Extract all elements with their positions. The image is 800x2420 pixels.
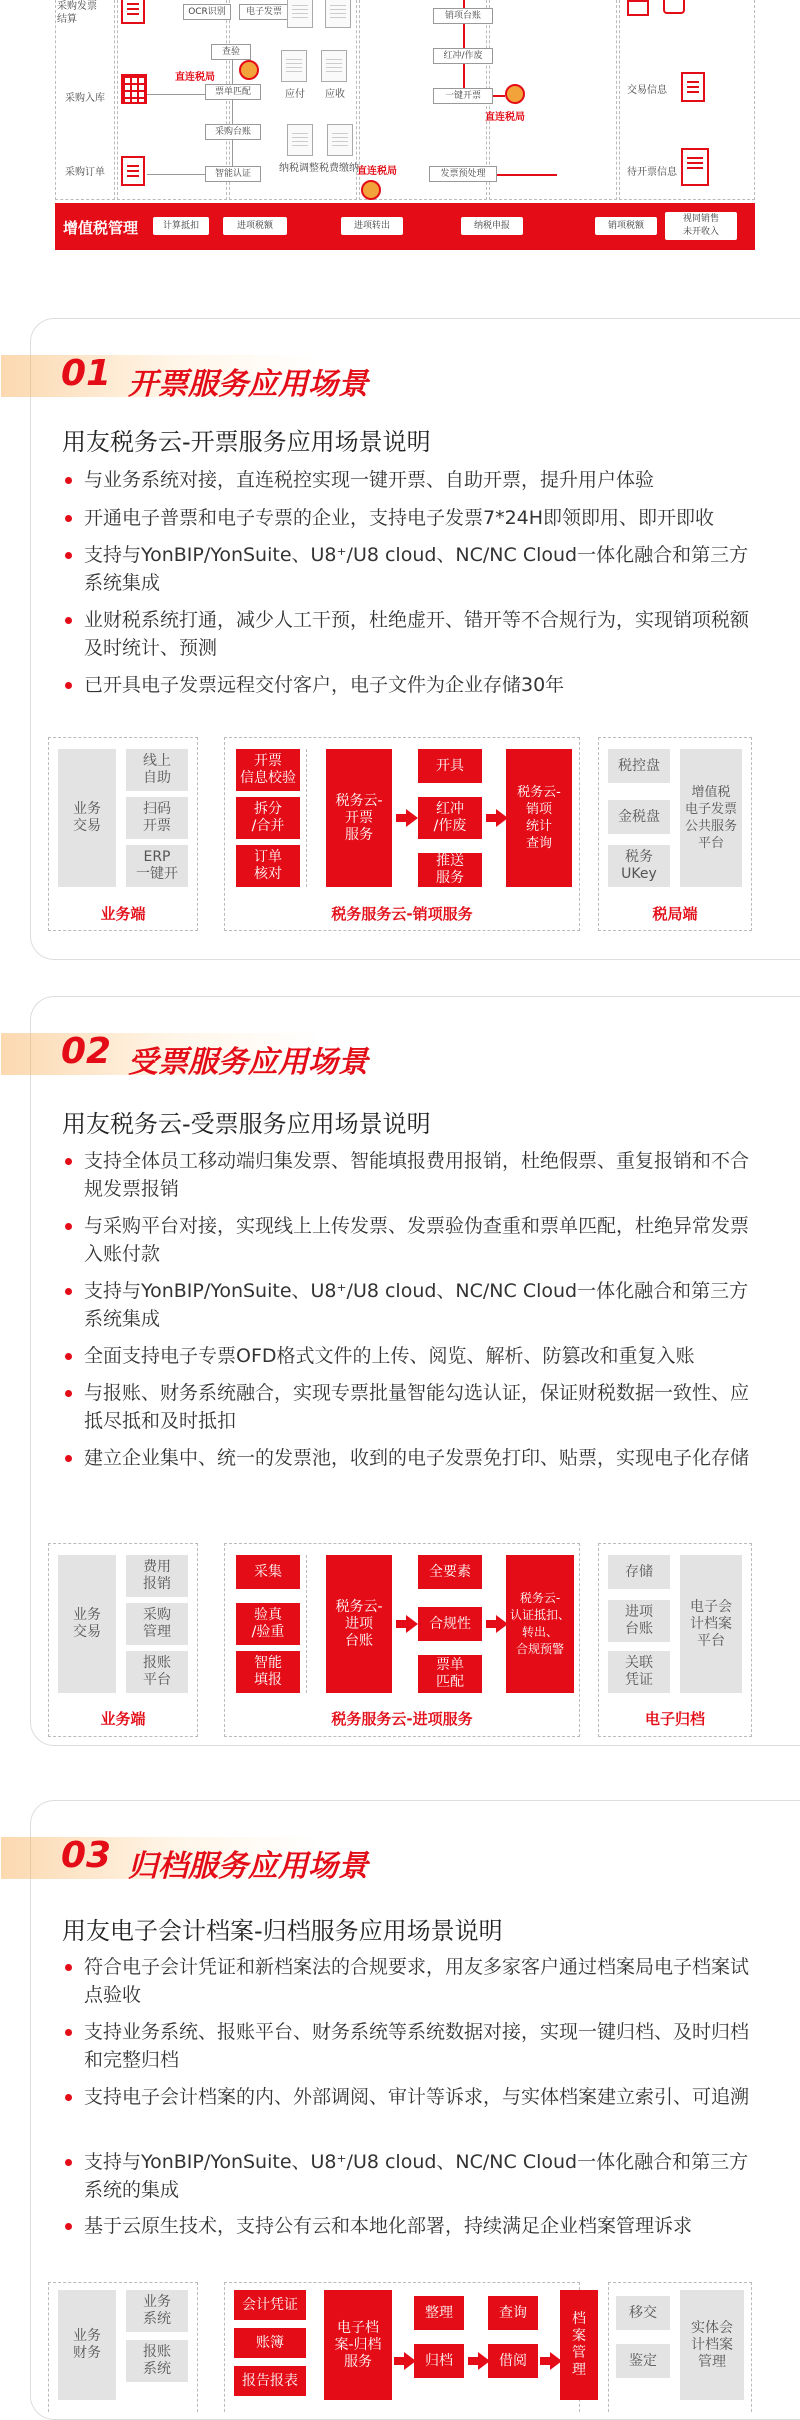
box-borrow: 借阅 [488,2344,538,2378]
box-sales-stats: 税务云- 销项 统计 查询 [506,749,572,887]
document-icon [121,0,145,24]
group-label: 税务服务云-进项服务 [331,1710,473,1728]
box-tax-disk: 税控盘 [608,749,670,783]
box-purchase-mgmt: 采购 管理 [126,1603,188,1645]
label-purchase-order: 采购订单 [65,167,105,178]
group-label: 业务端 [100,1710,146,1728]
box-auth-deduct: 税务云- 认证抵扣、 转出、 合规预警 [506,1555,574,1693]
bullet-item: 已开具电子发票远程交付客户，电子文件为企业存储30年 [62,671,752,699]
box-invoice-process: 发票预处理 [429,166,497,182]
box-books: 账簿 [234,2328,306,2358]
checklist-icon [121,156,145,186]
arrow-right-icon [406,1615,418,1633]
group-label: 税务服务云-销项服务 [331,905,473,923]
connector [232,100,233,124]
tax-seal-icon [239,60,259,80]
bar-item-deemed: 视同销售 未开收入 [665,212,737,240]
box-storage: 存储 [608,1555,670,1589]
section-header [1,1835,401,1884]
section-subtitle: 用友税务云-受票服务应用场景说明 [62,1110,431,1138]
section-header [1,1031,401,1080]
vat-management-bar [55,203,755,250]
bullet-item: 与报账、财务系统融合，实现专票批量智能勾选认证，保证财税数据一致性、应抵尽抵和及时抵扣 [62,1379,752,1435]
box-collect: 采集 [236,1555,300,1589]
grid-icon [121,74,147,104]
bullet-item: 支持与YonBIP/YonSuite、U8⁺/U8 cloud、NC/NC Cloud一体化融合和第三方系统集成 [62,541,752,597]
box-query: 查询 [488,2296,538,2330]
box-input-ledger-2: 进项 台账 [608,1600,670,1642]
box-ukey: 税务 UKey [608,845,670,887]
box-one-click: 一键开票 [433,88,493,104]
box-gold-disk: 金税盘 [608,800,670,834]
receivable-document-icon [325,0,351,28]
section-number: 01 [61,353,112,394]
box-info-check: 开票 信息校验 [236,749,300,791]
connector [493,95,505,97]
box-all-elements: 全要素 [418,1555,482,1589]
shop-icon [627,0,649,16]
connector [232,60,233,84]
section-subtitle: 用友电子会计档案-归档服务应用场景说明 [62,1917,503,1945]
tax-seal-icon [361,180,381,200]
box-invoice-service: 税务云- 开票 服务 [326,749,392,887]
label-receivable: 应收 [325,89,345,100]
label-trade-info: 交易信息 [627,85,667,96]
connector [463,64,465,88]
box-order-check: 订单 核对 [236,845,300,887]
box-red-void: 红冲 /作废 [418,797,482,839]
label-pending: 待开票信息 [627,167,677,178]
box-business-trade: 业务 交易 [58,1555,116,1693]
section-header [1,353,401,402]
box-doc-match: 票单 匹配 [418,1655,482,1693]
box-smart-fill: 智能 填报 [236,1651,300,1693]
box-scan-invoice: 扫码 开票 [126,797,188,839]
vat-bar-title: 增值税管理 [63,219,139,237]
tax-deduct-icon [327,124,353,156]
box-ocr: OCR识别 [183,4,231,20]
box-input-ledger: 税务云- 进项 台账 [326,1555,392,1693]
box-public-platform: 增值税 电子发票 公共服务 平台 [680,749,742,887]
connector [463,24,465,48]
bullet-item: 符合电子会计凭证和新档案法的合规要求，用友多家客户通过档案局电子档案试点验收 [62,1953,752,2009]
trade-doc-icon [681,72,705,102]
box-report-platform: 报账 平台 [126,1651,188,1693]
group-label: 电子归档 [644,1710,705,1728]
box-auth: 智能认证 [205,166,261,182]
box-file: 归档 [414,2344,464,2378]
box-expense: 费用 报销 [126,1555,188,1597]
box-archive-mgmt: 档 案 管 理 [560,2290,598,2400]
box-archive-platform: 电子会 计档案 平台 [680,1555,742,1693]
box-sales-ledger: 销项台账 [433,8,493,24]
section-number: 02 [61,1031,112,1072]
arrow-right-icon [406,809,418,827]
label-tax-adjust: 纳税调整 [279,163,319,174]
label-payable: 应付 [285,89,305,100]
section-title: 归档服务应用场景 [128,1849,368,1884]
box-linked-voucher: 关联 凭证 [608,1651,670,1693]
box-reports: 报告报表 [234,2366,306,2396]
box-biz-system: 业务 系统 [126,2290,188,2332]
pending-doc-icon [681,148,709,186]
box-voucher: 会计凭证 [234,2290,306,2320]
box-push-service: 推送 服务 [418,853,482,887]
label-direct-tax: 直连税局 [175,72,215,83]
label-direct-tax-2: 直连税局 [357,166,397,177]
bullet-item: 支持与YonBIP/YonSuite、U8⁺/U8 cloud、NC/NC Cloud一体化融合和第三方系统集成 [62,1277,752,1333]
connector [147,94,205,95]
bullet-item: 与业务系统对接，直连税控实现一键开票、自助开票，提升用户体验 [62,466,752,494]
box-issue: 开具 [418,749,482,783]
group-label: 税局端 [652,905,698,923]
bullet-item: 业财税系统打通，减少人工干预，杜绝虚开、错开等不合规行为，实现销项税额及时统计、预测 [62,606,752,662]
box-appraise: 鉴定 [616,2344,670,2378]
bar-item-input-tax: 进项税额 [223,217,287,235]
box-business-trade: 业务 交易 [58,749,116,887]
bullet-item: 与采购平台对接，实现线上上传发票、发票验伪查重和票单匹配，杜绝异常发票入账付款 [62,1212,752,1268]
bar-item-calc: 计算抵扣 [153,217,209,235]
connector [497,174,557,176]
box-split-merge: 拆分 /合并 [236,797,300,839]
bullet-item: 基于云原生技术，支持公有云和本地化部署，持续满足企业档案管理诉求 [62,2212,752,2240]
label-purchase-in: 采购入库 [65,93,105,104]
divider [306,1555,307,1693]
section-subtitle: 用友税务云-开票服务应用场景说明 [62,428,431,456]
label-tax-deduct: 税费缴纳 [319,163,359,174]
bullet-item: 开通电子普票和电子专票的企业，支持电子发票7*24H即领即用、即开即收 [62,504,752,532]
box-erp-oneclick: ERP 一键开 [126,845,188,887]
box-verify-dedupe: 验真 /验重 [236,1603,300,1645]
bullet-item: 建立企业集中、统一的发票池，收到的电子发票免打印、贴票，实现电子化存储 [62,1444,752,1472]
box-red-void: 红冲/作废 [433,48,493,64]
cart-icon [663,0,685,14]
bar-item-sales-tax: 销项税额 [595,217,657,235]
connector [147,174,205,175]
bullet-item: 支持与YonBIP/YonSuite、U8⁺/U8 cloud、NC/NC Cloud一体化融合和第三方系统的集成 [62,2148,752,2204]
box-physical-archive: 实体会 计档案 管理 [680,2290,744,2400]
connector [463,0,465,8]
box-online-self: 线上 自助 [126,749,188,791]
label-purchase-settle: 采购发票 结算 [57,1,97,25]
tax-adjust-icon [287,124,313,156]
bullet-item: 全面支持电子专票OFD格式文件的上传、阅览、解析、防篡改和重复入账 [62,1342,752,1370]
connector [232,140,233,166]
payable-document-icon [281,50,307,82]
box-organize: 整理 [414,2296,464,2330]
box-report-system: 报账 系统 [126,2340,188,2382]
label-direct-tax-3: 直连税局 [485,112,525,123]
box-ledger: 采购台账 [205,124,261,140]
bullet-item: 支持全体员工移动端归集发票、智能填报费用报销，杜绝假票、重复报销和不合规发票报销 [62,1147,752,1203]
box-verify: 查验 [211,44,251,60]
box-e-invoice: 电子发票 [239,4,289,20]
box-archive-core: 电子档 案-归档 服务 [324,2290,392,2400]
box-business-finance: 业务 财务 [58,2290,116,2400]
divider [306,749,307,887]
section-title: 开票服务应用场景 [128,367,368,402]
box-compliance: 合规性 [418,1607,482,1641]
tax-seal-icon [505,84,525,104]
bar-item-input-out: 进项转出 [341,217,403,235]
bullet-item: 支持业务系统、报账平台、财务系统等系统数据对接，实现一键归档、及时归档和完整归档 [62,2018,752,2074]
receivable-document-icon [321,50,347,82]
bullet-item: 支持电子会计档案的内、外部调阅、审计等诉求，与实体档案建立索引、可追溯 [62,2083,752,2111]
box-match: 票单匹配 [205,84,261,100]
group-label: 业务端 [100,905,146,923]
box-transfer: 移交 [616,2296,670,2330]
section-number: 03 [61,1835,112,1876]
payable-document-icon [287,0,313,28]
section-title: 受票服务应用场景 [128,1045,368,1080]
bar-item-declare: 纳税申报 [461,217,523,235]
